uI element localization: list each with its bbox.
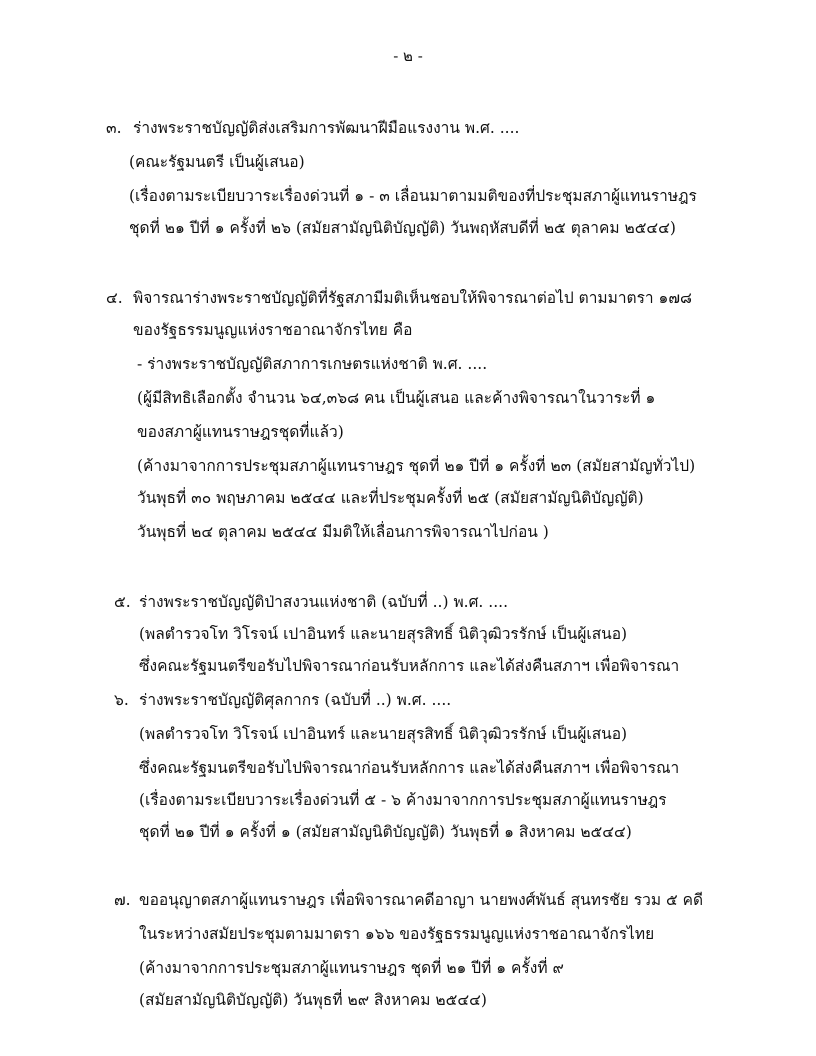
item-title: ร่างพระราชบัญญัติส่งเสริมการพัฒนาฝีมือแรงงาน พ.ศ. .... [133,119,520,137]
item-number: ๓. [106,119,122,137]
item-line: ชุดที่ ๒๑ ปีที่ ๑ ครั้งที่ ๑ (สมัยสามัญนิติบัญญัติ) วันพุธที่ ๑ สิงหาคม ๒๕๔๔) [139,823,632,841]
item-line: (เรื่องตามระเบียบวาระเรื่องด่วนที่ ๕ - ๖ ค้างมาจากการประชุมสภาผู้แทนราษฎร [139,791,667,809]
item-title: ร่างพระราชบัญญัติป่าสงวนแห่งชาติ (ฉบับที่ ..) พ.ศ. .... [139,593,508,611]
item-title: ร่างพระราชบัญญัติศุลกากร (ฉบับที่ ..) พ.ศ. .... [139,691,452,709]
item-number: ๔. [106,289,123,307]
item-line: (สมัยสามัญนิติบัญญัติ) วันพุธที่ ๒๙ สิงหาคม ๒๕๔๔) [139,991,487,1009]
item-line: (ค้างมาจากการประชุมสภาผู้แทนราษฎร ชุดที่ ๒๑ ปีที่ ๑ ครั้งที่ ๙ [139,959,564,977]
item-line: - ร่างพระราชบัญญัติสภาการเกษตรแห่งชาติ พ.ศ. .... [137,355,488,373]
item-line: ซึ่งคณะรัฐมนตรีขอรับไปพิจารณาก่อนรับหลักการ และได้ส่งคืนสภาฯ เพื่อพิจารณา [139,759,680,777]
item-number: ๗. [114,891,131,909]
item-line: (พลตำรวจโท วิโรจน์ เปาอินทร์ และนายสุรสิทธิ์ นิติวุฒิวรรักษ์ เป็นผู้เสนอ) [139,625,628,643]
item-title: ขออนุญาตสภาผู้แทนราษฎร เพื่อพิจารณาคดีอาญา นายพงศ์พันธ์ สุนทรชัย รวม ๕ คดี [139,891,704,909]
item-number: ๕. [114,593,131,611]
item-line: ในระหว่างสมัยประชุมตามมาตรา ๑๖๖ ของรัฐธรรมนูญแห่งราชอาณาจักรไทย [139,925,655,943]
item-line: ของสภาผู้แทนราษฎรชุดที่แล้ว) [137,423,344,441]
item-line: วันพุธที่ ๓๐ พฤษภาคม ๒๕๔๔ และที่ประชุมครั้งที่ ๒๕ (สมัยสามัญนิติบัญญัติ) [137,489,644,507]
item-title: พิจารณาร่างพระราชบัญญัติที่รัฐสภามีมติเห็นชอบให้พิจารณาต่อไป ตามมาตรา ๑๗๘ [133,289,693,307]
item-line: (คณะรัฐมนตรี เป็นผู้เสนอ) [129,153,305,171]
item-line: วันพุธที่ ๒๔ ตุลาคม ๒๕๔๔ มีมติให้เลื่อนการพิจารณาไปก่อน ) [137,523,549,541]
item-line: (ค้างมาจากการประชุมสภาผู้แทนราษฎร ชุดที่ ๒๑ ปีที่ ๑ ครั้งที่ ๒๓ (สมัยสามัญทั่วไป) [137,457,696,475]
item-line: ของรัฐธรรมนูญแห่งราชอาณาจักรไทย คือ [133,321,413,339]
item-line: ซึ่งคณะรัฐมนตรีขอรับไปพิจารณาก่อนรับหลักการ และได้ส่งคืนสภาฯ เพื่อพิจารณา [139,657,680,675]
item-line: (เรื่องตามระเบียบวาระเรื่องด่วนที่ ๑ - ๓ เลื่อนมาตามมติของที่ประชุมสภาผู้แทนราษฎร [129,187,697,205]
item-line: (พลตำรวจโท วิโรจน์ เปาอินทร์ และนายสุรสิทธิ์ นิติวุฒิวรรักษ์ เป็นผู้เสนอ) [139,725,628,743]
item-number: ๖. [114,691,129,709]
item-line: (ผู้มีสิทธิเลือกตั้ง จำนวน ๖๔,๓๖๘ คน เป็นผู้เสนอ และค้างพิจารณาในวาระที่ ๑ [137,389,656,407]
item-line: ชุดที่ ๒๑ ปีที่ ๑ ครั้งที่ ๒๖ (สมัยสามัญนิติบัญญัติ) วันพฤหัสบดีที่ ๒๕ ตุลาคม ๒๕๔๔) [129,219,676,237]
page-number: - ๒ - [393,47,423,65]
